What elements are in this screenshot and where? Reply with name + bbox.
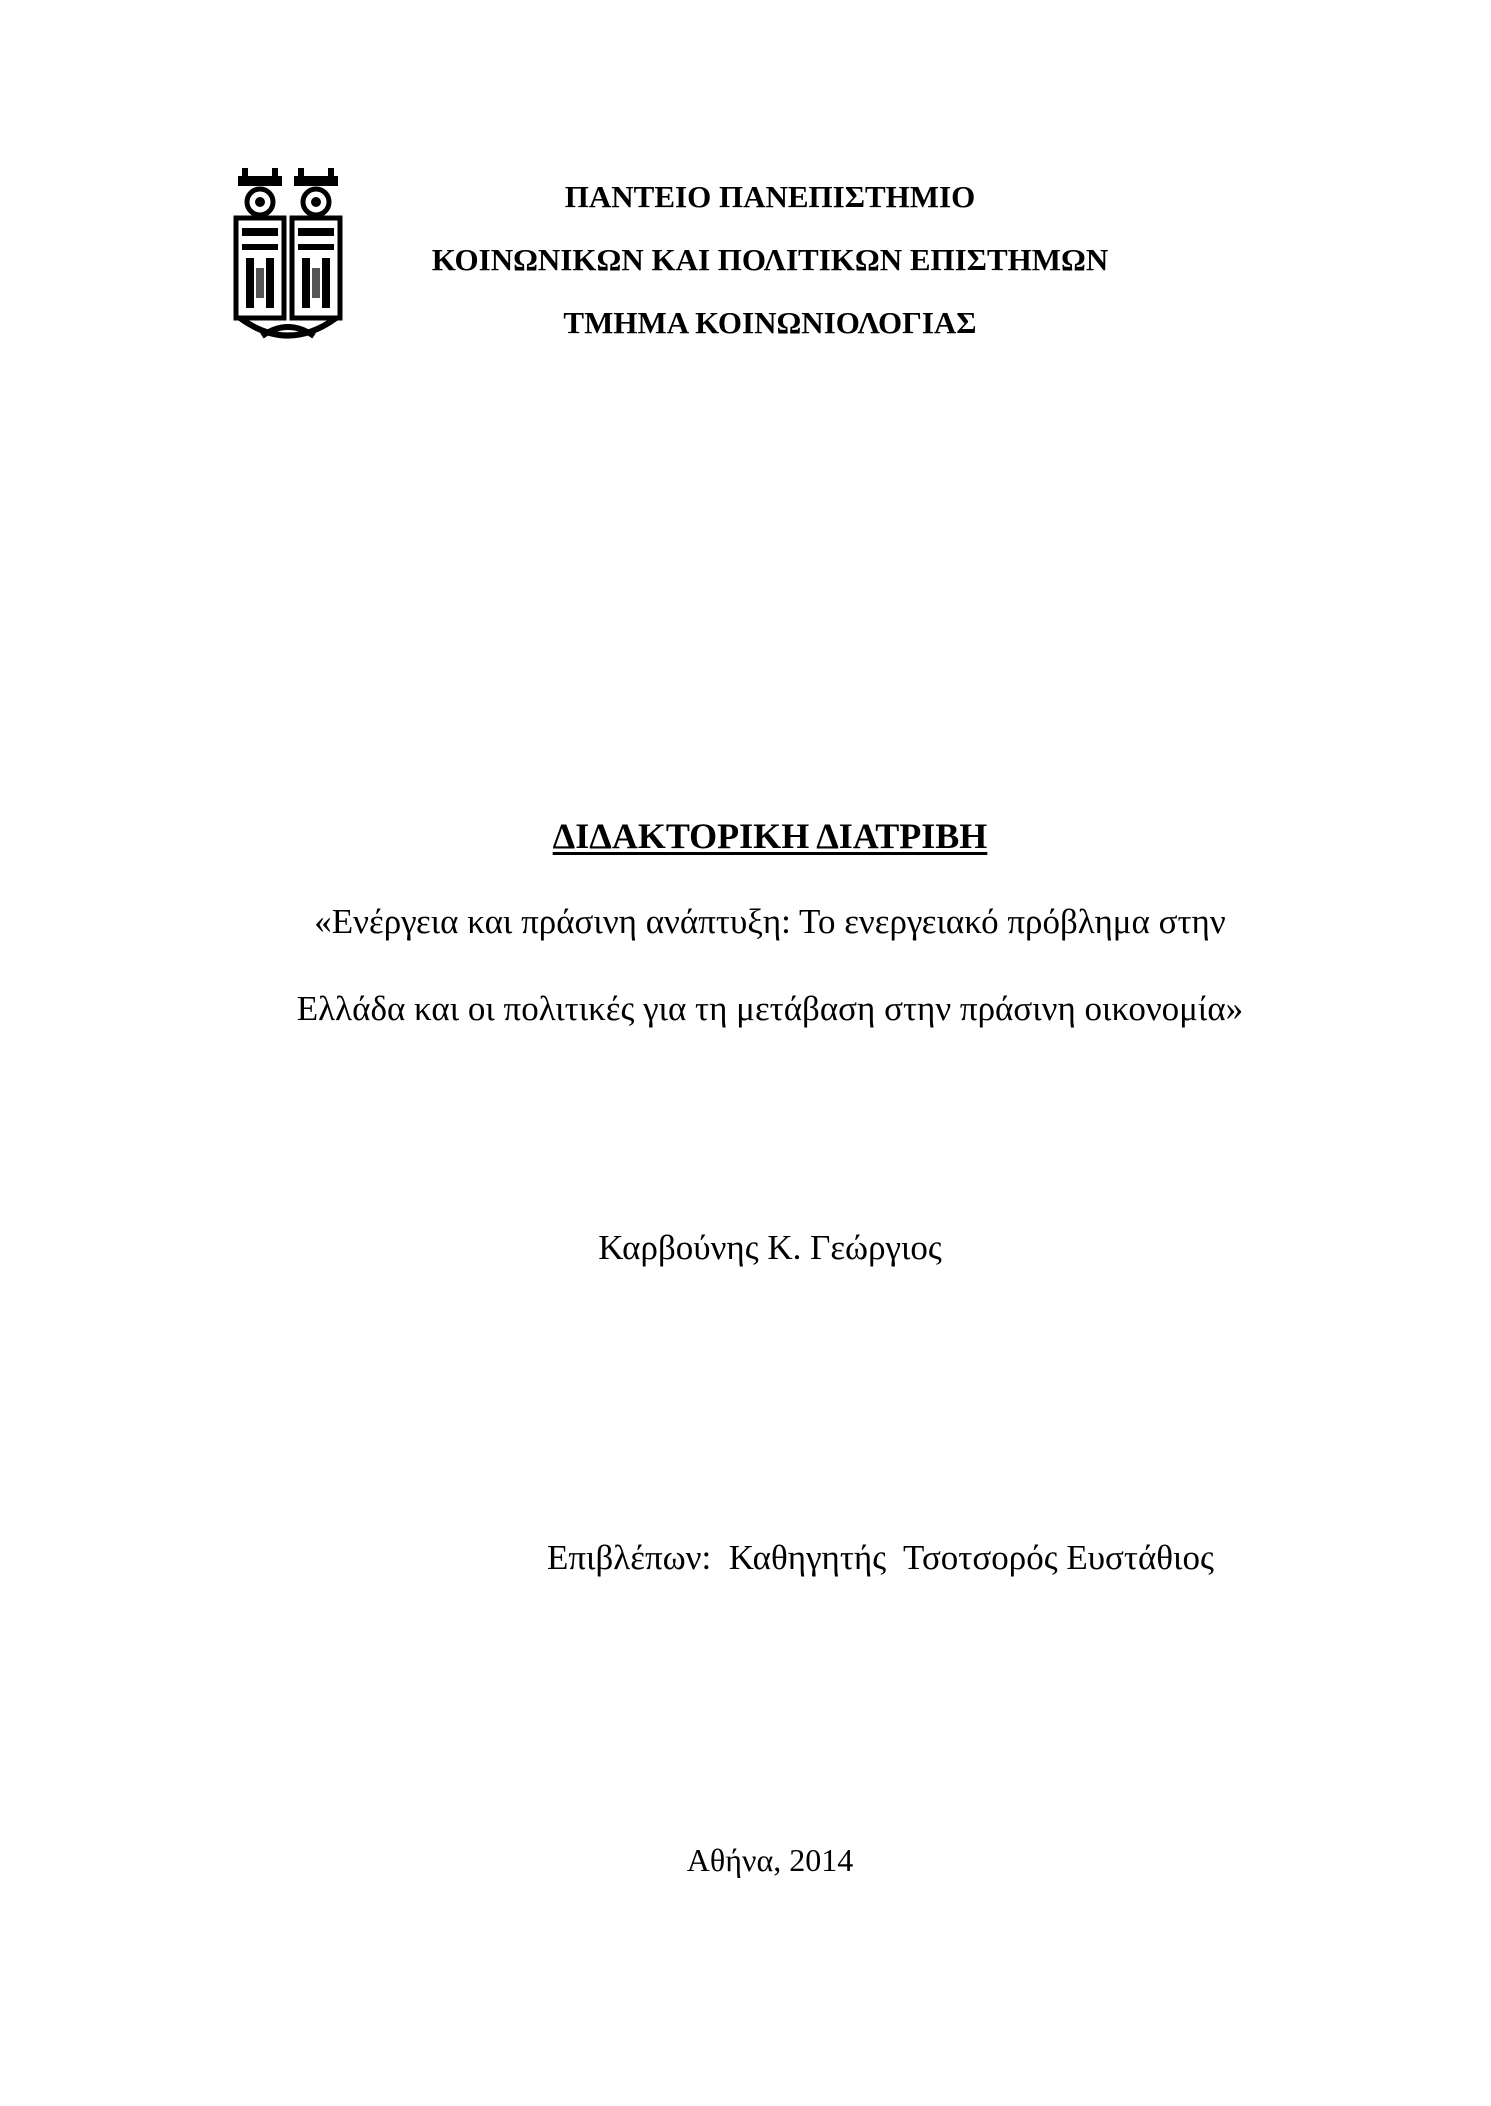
- supervisor-rank: Καθηγητής: [728, 1538, 887, 1577]
- thesis-type-heading: ΔΙΔΑΚΤΟΡΙΚΗ ΔΙΑΤΡΙΒΗ: [552, 816, 988, 856]
- supervisor-name: Τσοτσορός Ευστάθιος: [902, 1538, 1214, 1577]
- university-emblem-icon: [232, 168, 344, 348]
- department-name: ΤΜΗΜΑ ΚΟΙΝΩΝΙΟΛΟΓΙΑΣ: [563, 305, 977, 340]
- faculty-name: ΚΟΙΝΩΝΙΚΩΝ ΚΑΙ ΠΟΛΙΤΙΚΩΝ ΕΠΙΣΤΗΜΩΝ: [431, 242, 1109, 277]
- thesis-title-line-2: Ελλάδα και οι πολιτικές για τη μετάβαση στην πράσινη οικονομία»: [296, 989, 1244, 1028]
- university-name: ΠΑΝΤΕΙΟ ΠΑΝΕΠΙΣΤΗΜΙΟ: [564, 179, 976, 214]
- supervisor-line: [547, 1538, 1214, 1578]
- author-name: Καρβούνης Κ. Γεώργιος: [598, 1228, 942, 1267]
- place-and-date: Αθήνα, 2014: [686, 1842, 854, 1878]
- institution-header: [340, 180, 1200, 369]
- thesis-title-line-1: «Ενέργεια και πράσινη ανάπτυξη: Το ενεργειακό πρόβλημα στην: [314, 902, 1226, 941]
- supervisor-label: Επιβλέπων:: [547, 1538, 712, 1577]
- thesis-title: [0, 878, 1491, 1052]
